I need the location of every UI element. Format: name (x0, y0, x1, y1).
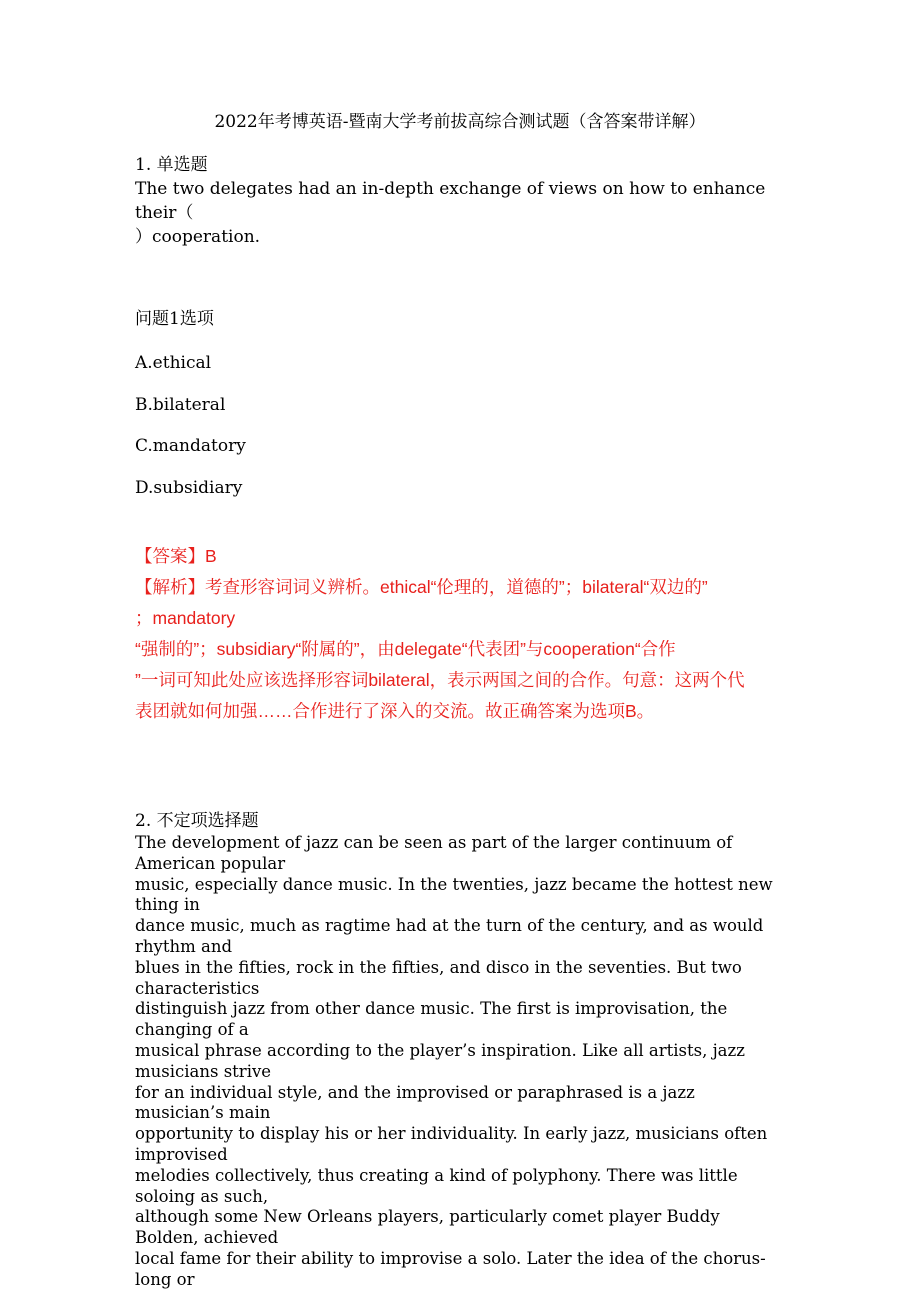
passage-line-11: local fame for their ability to improvise a solo. Later the idea of the chorus-long or (135, 1248, 766, 1289)
question-1-options-label: 问题1选项 (135, 309, 214, 329)
analysis-line-5: 表团就如何加强……合作进行了深入的交流。故正确答案为选项B。 (135, 701, 655, 721)
passage-line-6: musical phrase according to the player’s inspiration. Like all artists, jazz musicians strive (135, 1040, 745, 1081)
question-1-stem-line-2: ）cooperation. (135, 227, 261, 247)
question-2-heading: 2. 不定项选择题 (135, 811, 259, 831)
document-title: 2022年考博英语-暨南大学考前拔高综合测试题（含答案带详解） (214, 112, 706, 132)
passage-line-1: The development of jazz can be seen as part of the larger continuum of American popular (135, 833, 733, 873)
passage-line-8: opportunity to display his or her individuality. In early jazz, musicians often improvised (135, 1124, 768, 1164)
answer-line: 【答案】B (135, 546, 217, 566)
question-1-options (135, 351, 735, 517)
analysis-line-4: ”一词可知此处应该选择形容词bilateral，表示两国之间的合作。句意：这两个代 (135, 670, 745, 690)
passage-line-3: dance music, much as ragtime had at the turn of the century, and as would rhythm and (135, 916, 764, 956)
question-1-stem-line-1: The two delegates had an in-depth exchange of views on how to enhance their（ (135, 179, 766, 223)
option-a: A.ethical (135, 353, 212, 373)
question-1-answer-block (135, 541, 785, 727)
passage-line-9: melodies collectively, thus creating a kind of polyphony. There was little soloing as such, (135, 1165, 738, 1206)
option-d: D.subsidiary (135, 477, 243, 498)
passage-line-4: blues in the fifties, rock in the fifties, and disco in the seventies. But two characteristics (135, 957, 742, 998)
passage-line-7: for an individual style, and the improvised or paraphrased is a jazz musician’s main (135, 1082, 695, 1123)
question-1 (135, 153, 785, 249)
option-b: B.bilateral (135, 394, 226, 415)
passage-line-5: distinguish jazz from other dance music. The first is improvisation, the changing of a (135, 999, 728, 1040)
question-2 (135, 809, 785, 1291)
analysis-line-2: ；mandatory (135, 608, 236, 628)
passage-line-2: music, especially dance music. In the twenties, jazz became the hottest new thing in (135, 874, 773, 915)
analysis-line-1: 【解析】考查形容词词义辨析。ethical“伦理的，道德的”；bilateral“双边的” (135, 577, 708, 597)
question-1-heading: 1. 单选题 (135, 155, 208, 175)
analysis-line-3: “强制的”；subsidiary“附属的”，由delegate“代表团”与cooperation“合作 (135, 639, 676, 659)
passage-line-10: although some New Orleans players, particularly comet player Buddy Bolden, achieved (135, 1207, 720, 1248)
option-c: C.mandatory (135, 436, 246, 456)
